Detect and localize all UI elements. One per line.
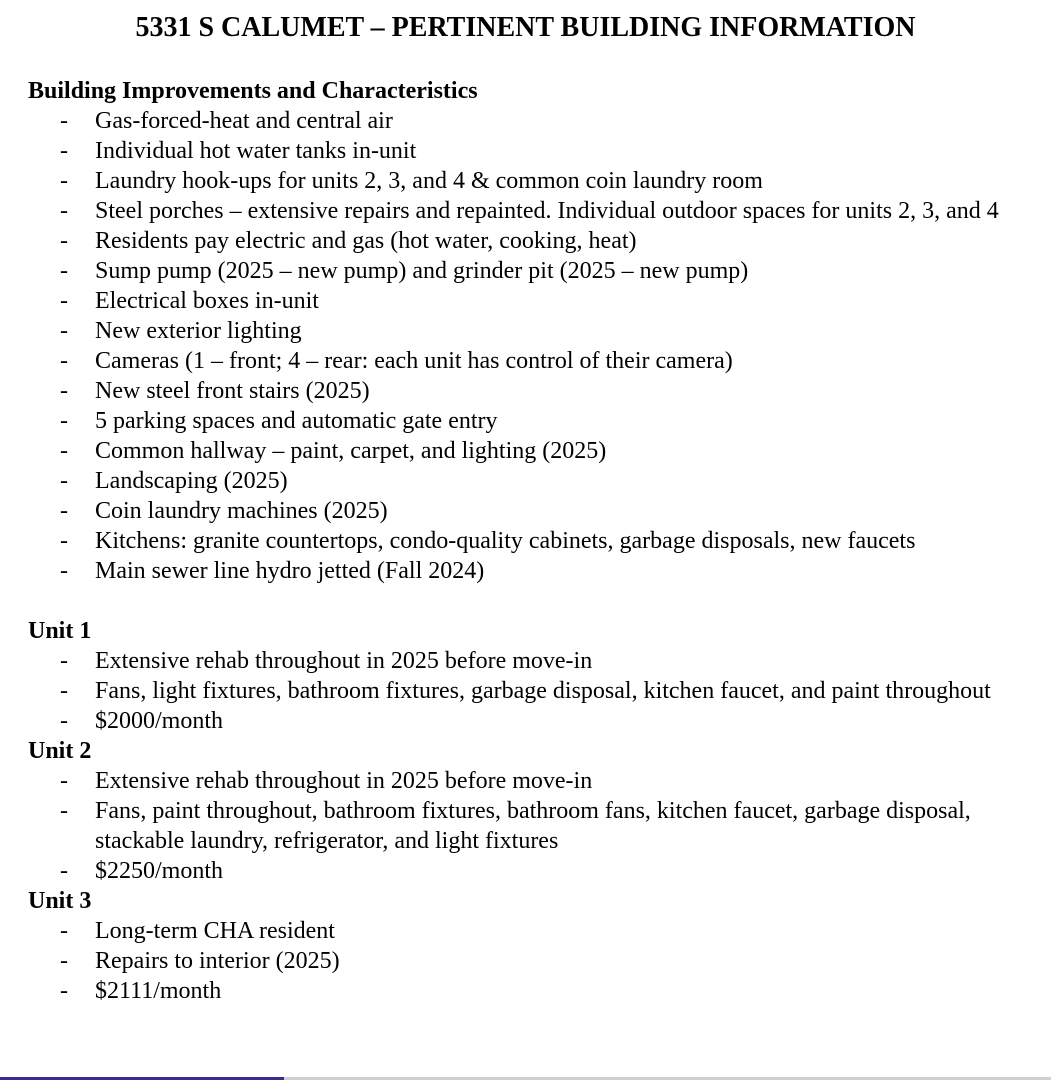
list-item-text: Individual hot water tanks in-unit <box>95 138 417 164</box>
bullet-dash: - <box>60 108 68 134</box>
list-item-text: $2000/month <box>95 708 224 734</box>
list-item-text: $2111/month <box>95 978 222 1004</box>
list-item <box>28 856 1028 886</box>
building-section-heading: Building Improvements and Characteristics <box>28 78 478 104</box>
bullet-dash: - <box>60 468 68 494</box>
list-item-text: Main sewer line hydro jetted (Fall 2024) <box>95 558 485 584</box>
bullet-dash: - <box>60 138 68 164</box>
section-spacer <box>28 586 1028 616</box>
list-item-text: Long-term CHA resident <box>95 918 335 944</box>
bullet-dash: - <box>60 528 68 554</box>
document-body <box>28 76 1028 1006</box>
list-item-text: Common hallway – paint, carpet, and lighting (2025) <box>95 438 607 464</box>
list-item <box>28 436 1028 466</box>
bullet-dash: - <box>60 378 68 404</box>
list-item <box>28 166 1028 196</box>
building-section <box>28 76 1028 586</box>
list-item <box>28 106 1028 136</box>
list-item-text: Cameras (1 – front; 4 – rear: each unit has control of their camera) <box>95 348 733 374</box>
list-item <box>28 916 1028 946</box>
list-item-text: Fans, paint throughout, bathroom fixtures, bathroom fans, kitchen faucet, garbage disposal, stackable laundry, refrigerator, and light fixtures <box>95 798 971 854</box>
bullet-dash: - <box>60 858 68 884</box>
unit-2-heading: Unit 2 <box>28 738 92 764</box>
list-item-text: Residents pay electric and gas (hot water, cooking, heat) <box>95 228 637 254</box>
bullet-dash: - <box>60 258 68 284</box>
list-item <box>28 526 1028 556</box>
list-item-text: Repairs to interior (2025) <box>95 948 340 974</box>
unit-1-heading: Unit 1 <box>28 618 92 644</box>
bullet-dash: - <box>60 948 68 974</box>
list-item-text: Laundry hook-ups for units 2, 3, and 4 & common coin laundry room <box>95 168 763 194</box>
bullet-dash: - <box>60 198 68 224</box>
list-item-text: 5 parking spaces and automatic gate entry <box>95 408 498 434</box>
bullet-dash: - <box>60 768 68 794</box>
unit-1-items-list <box>28 646 1028 736</box>
list-item <box>28 286 1028 316</box>
list-item <box>28 136 1028 166</box>
list-item-text: Coin laundry machines (2025) <box>95 498 388 524</box>
unit-3-heading: Unit 3 <box>28 888 92 914</box>
bullet-dash: - <box>60 918 68 944</box>
list-item <box>28 406 1028 436</box>
bullet-dash: - <box>60 978 68 1004</box>
list-item-text: $2250/month <box>95 858 224 884</box>
bullet-dash: - <box>60 708 68 734</box>
bullet-dash: - <box>60 798 68 824</box>
list-item-text: Electrical boxes in-unit <box>95 288 319 314</box>
bullet-dash: - <box>60 498 68 524</box>
list-item <box>28 226 1028 256</box>
bullet-dash: - <box>60 438 68 464</box>
list-item <box>28 346 1028 376</box>
page-title: 5331 S CALUMET – PERTINENT BUILDING INFORMATION <box>135 12 916 43</box>
list-item-text: New exterior lighting <box>95 318 302 344</box>
list-item-text: Kitchens: granite countertops, condo-quality cabinets, garbage disposals, new faucets <box>95 528 916 554</box>
bullet-dash: - <box>60 348 68 374</box>
bullet-dash: - <box>60 558 68 584</box>
list-item-text: Steel porches – extensive repairs and repainted. Individual outdoor spaces for units 2, 3, and 4 <box>95 198 999 224</box>
bullet-dash: - <box>60 318 68 344</box>
list-item <box>28 646 1028 676</box>
list-item-text: Landscaping (2025) <box>95 468 288 494</box>
list-item <box>28 706 1028 736</box>
building-items-list <box>28 106 1028 586</box>
list-item-text: Extensive rehab throughout in 2025 before move-in <box>95 648 593 674</box>
unit-2-section <box>28 736 1028 886</box>
list-item <box>28 556 1028 586</box>
list-item <box>28 766 1028 796</box>
list-item <box>28 256 1028 286</box>
unit-3-section <box>28 886 1028 1006</box>
list-item <box>28 376 1028 406</box>
list-item <box>28 796 1028 856</box>
unit-1-section <box>28 616 1028 736</box>
list-item <box>28 316 1028 346</box>
bullet-dash: - <box>60 228 68 254</box>
list-item <box>28 496 1028 526</box>
unit-2-items-list <box>28 766 1028 886</box>
bullet-dash: - <box>60 288 68 314</box>
list-item-text: Sump pump (2025 – new pump) and grinder pit (2025 – new pump) <box>95 258 749 284</box>
bullet-dash: - <box>60 648 68 674</box>
list-item-text: Extensive rehab throughout in 2025 before move-in <box>95 768 593 794</box>
bullet-dash: - <box>60 408 68 434</box>
list-item <box>28 466 1028 496</box>
unit-3-items-list <box>28 916 1028 1006</box>
list-item-text: Gas-forced-heat and central air <box>95 108 393 134</box>
list-item <box>28 676 1028 706</box>
list-item-text: New steel front stairs (2025) <box>95 378 370 404</box>
list-item <box>28 946 1028 976</box>
list-item <box>28 196 1028 226</box>
bullet-dash: - <box>60 678 68 704</box>
list-item <box>28 976 1028 1006</box>
list-item-text: Fans, light fixtures, bathroom fixtures, garbage disposal, kitchen faucet, and paint throughout <box>95 678 991 704</box>
bullet-dash: - <box>60 168 68 194</box>
